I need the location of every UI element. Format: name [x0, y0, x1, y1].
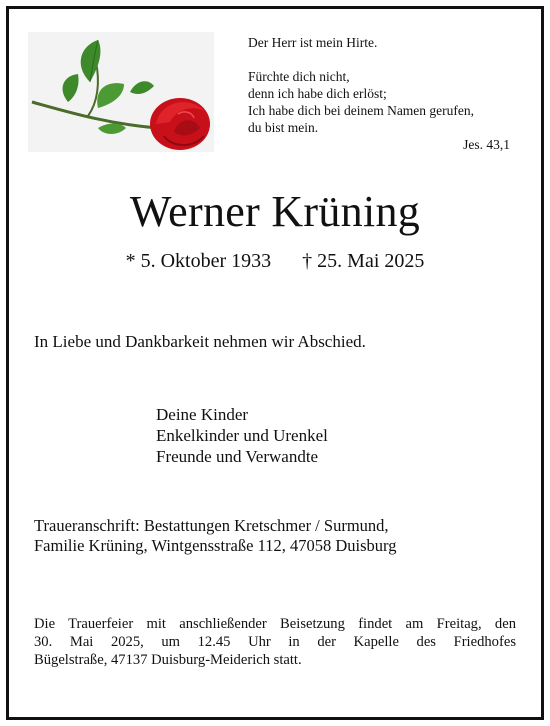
mourner-item: Freunde und Verwandte: [156, 447, 319, 466]
funeral-notice: [34, 615, 516, 669]
mourning-address: [34, 516, 396, 556]
verse-line: du bist mein.: [248, 120, 319, 135]
deceased-name: Werner Krüning: [129, 187, 421, 236]
verse-line: denn ich habe dich erlöst;: [248, 86, 387, 101]
funeral-line: 30. Mai 2025, um 12.45 Uhr in der Kapelle des Friedhofes: [34, 634, 516, 650]
verse-line: Fürchte dich nicht,: [248, 69, 350, 84]
mourner-item: Deine Kinder: [156, 405, 249, 424]
bible-verse: [248, 34, 510, 153]
funeral-line: Die Trauerfeier mit anschließender Beisetzung findet am Freitag, den: [34, 616, 516, 632]
funeral-line: Bügelstraße, 47137 Duisburg-Meiderich statt.: [34, 652, 302, 668]
verse-reference: Jes. 43,1: [463, 137, 510, 152]
red-rose-icon: [28, 32, 214, 152]
verse-line: Ich habe dich bei deinem Namen gerufen,: [248, 103, 475, 118]
death-date: † 25. Mai 2025: [302, 250, 425, 272]
farewell-text: In Liebe und Dankbarkeit nehmen wir Abschied.: [34, 332, 366, 351]
address-line: Traueranschrift: Bestattungen Kretschmer / Surmund,: [34, 516, 389, 535]
birth-date: * 5. Oktober 1933: [125, 250, 272, 272]
mourners-list: [156, 404, 328, 467]
verse-line: Der Herr ist mein Hirte.: [248, 35, 378, 50]
address-line: Familie Krüning, Wintgensstraße 112, 47058 Duisburg: [34, 536, 397, 555]
mourner-item: Enkelkinder und Urenkel: [156, 426, 328, 445]
life-dates: [0, 250, 550, 273]
